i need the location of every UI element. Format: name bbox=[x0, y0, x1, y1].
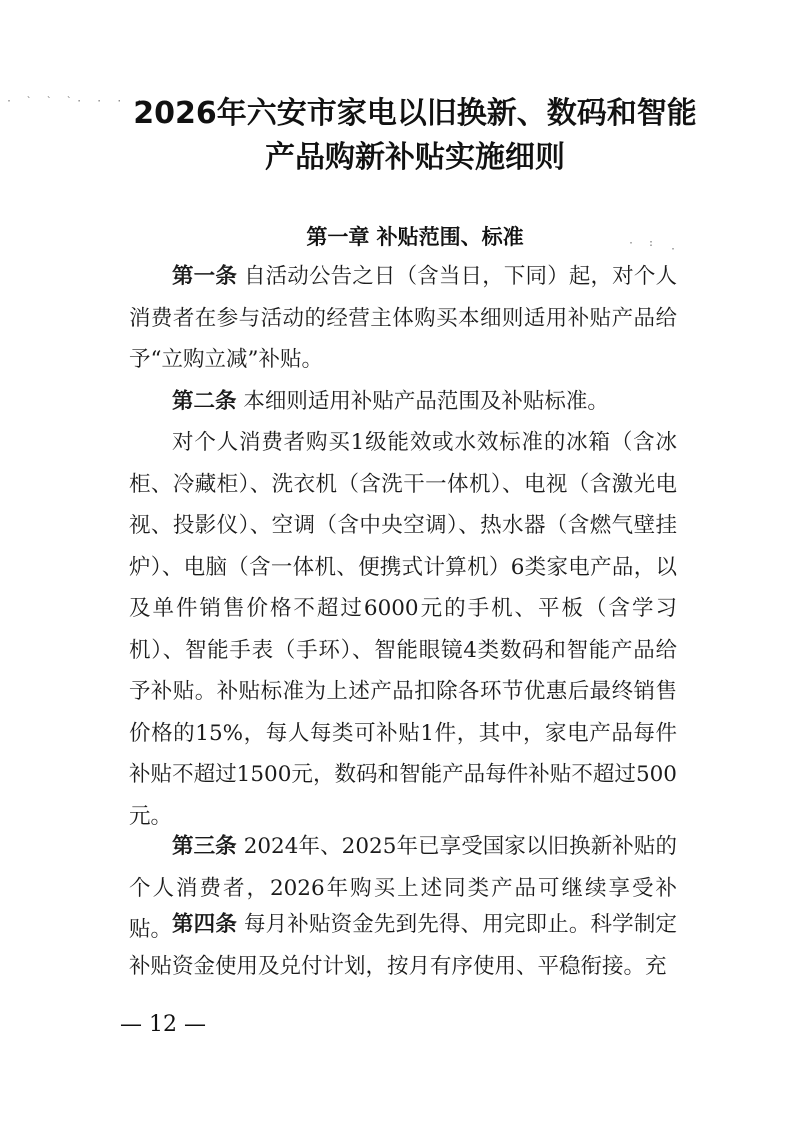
scan-speck: · ` ` `· · · · bbox=[6, 96, 147, 107]
article-text: 对个人消费者购买1级能效或水效标准的冰箱（含冰柜、冷藏柜）、洗衣机（含洗干一体机）、电视（含激光电视、投影仪）、空调（含中央空调）、热水器（含燃气壁挂炉）、电脑（含一体机、便携式计算机）6类家电产品，以及单件销售价格不超过6000元的手机、平板（含学习机）、智能手表（手环）、智能眼镜4类数码和智能产品给予补贴。补贴标准为上述产品扣除各环节优惠后最终销售价格的15%，每人每类可补贴1件，其中，家电产品每件补贴不超过1500元，数码和智能产品每件补贴不超过500元。 bbox=[129, 430, 677, 829]
page-number: — 12 — bbox=[120, 1012, 206, 1037]
article-label: 第三条 bbox=[172, 834, 237, 859]
article-paragraph bbox=[129, 422, 677, 837]
scan-speck: · : bbox=[628, 238, 659, 249]
article-text: 每月补贴资金先到先得、用完即止。科学制定补贴资金使用及兑付计划，按月有序使用、平稳衔接。充 bbox=[129, 912, 677, 979]
article-paragraph bbox=[129, 256, 677, 381]
article-paragraph bbox=[129, 904, 677, 987]
article-label: 第二条 bbox=[172, 389, 237, 414]
article-text: 本细则适用补贴产品范围及补贴标准。 bbox=[243, 389, 609, 414]
chapter-heading: 第一章 补贴范围、标准 bbox=[306, 225, 524, 249]
article-text: 2024年、2025年已享受国家以旧换新补贴的个人消费者，2026年购买上述同类产品可继续享受补贴。 bbox=[129, 834, 677, 942]
article-label: 第四条 bbox=[172, 912, 237, 937]
scan-speck: · bbox=[670, 244, 681, 255]
article-text: 自活动公告之日（含当日，下同）起，对个人消费者在参与活动的经营主体购买本细则适用补贴产品给予“立购立减”补贴。 bbox=[129, 264, 677, 372]
document-title-line-1: 2026年六安市家电以旧换新、数码和智能 bbox=[133, 96, 697, 131]
document-title-line-2: 产品购新补贴实施细则 bbox=[265, 140, 565, 175]
article-paragraph bbox=[129, 381, 677, 423]
article-label: 第一条 bbox=[172, 264, 237, 289]
